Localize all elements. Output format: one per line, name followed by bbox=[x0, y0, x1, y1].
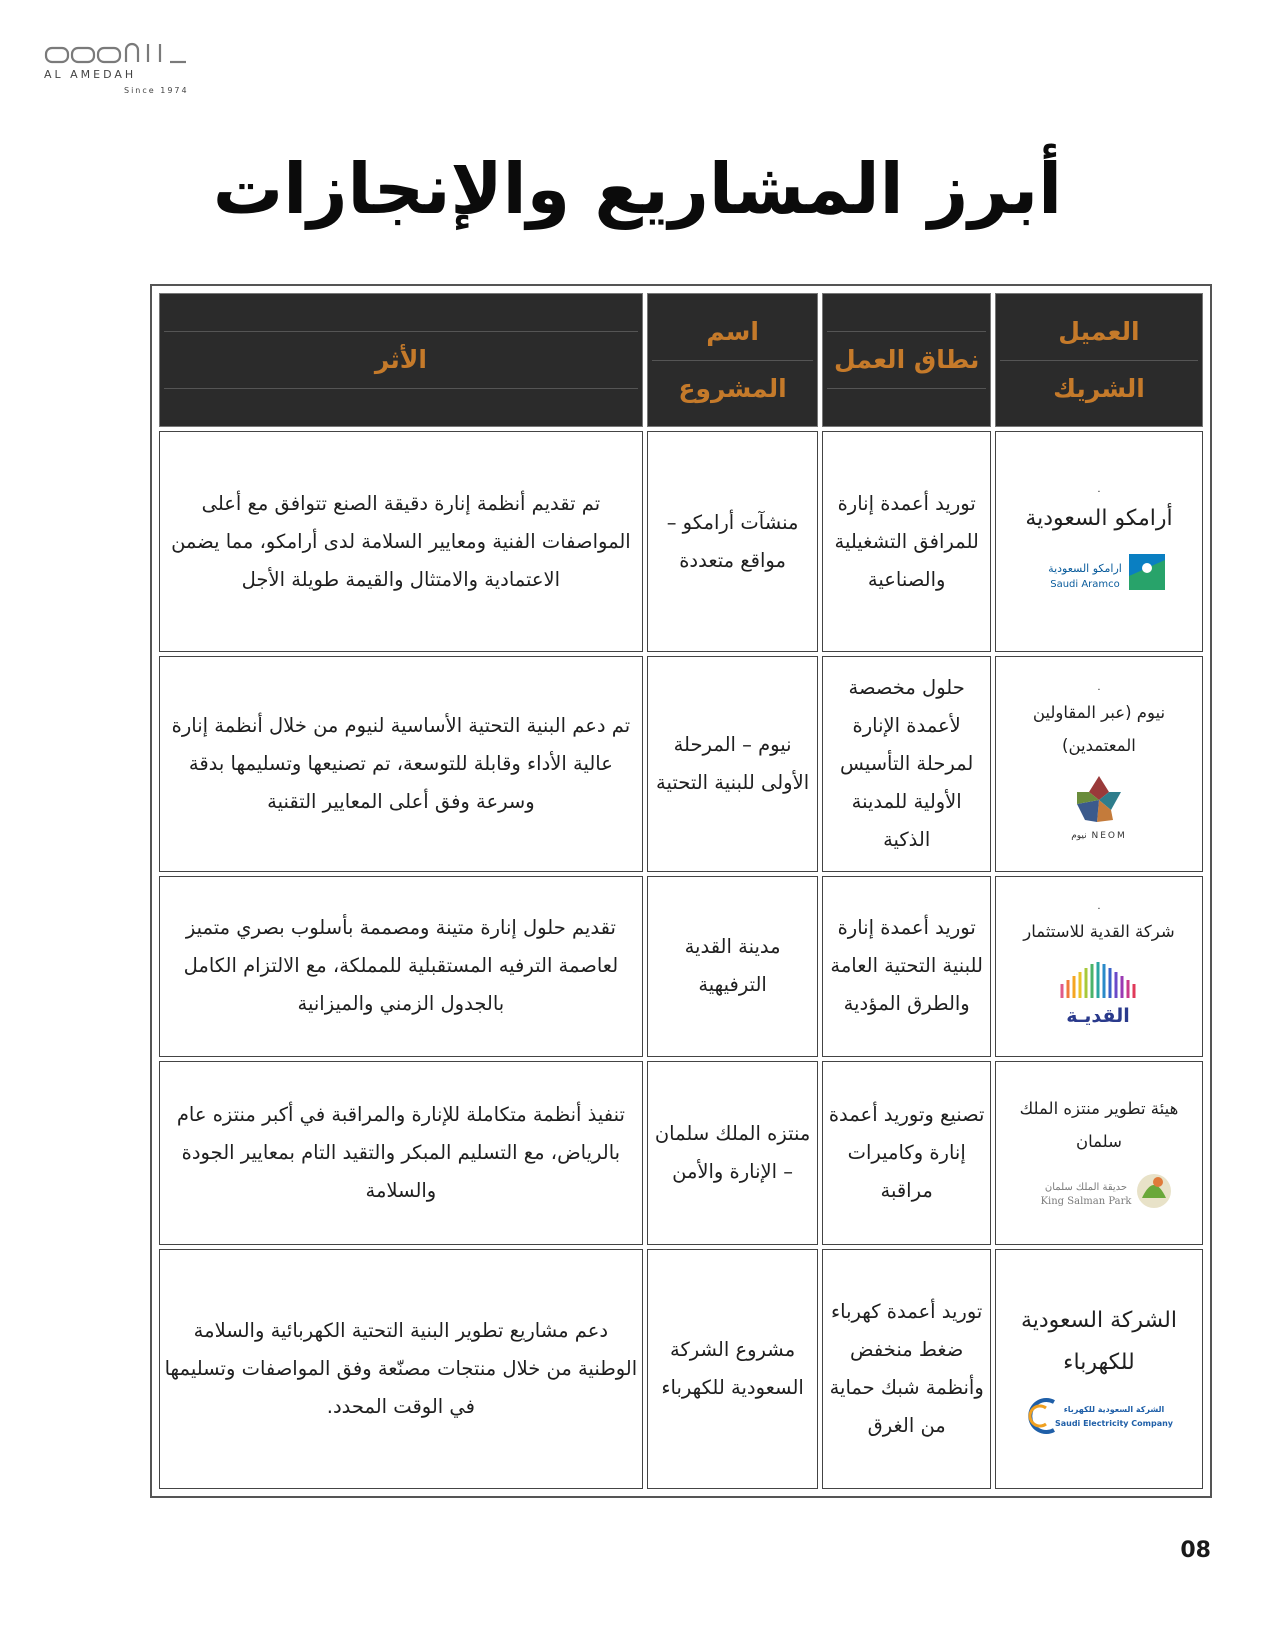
neom-logo bbox=[1049, 772, 1149, 842]
client-cell bbox=[995, 1061, 1203, 1245]
project-cell: مدينة القدية الترفيهية bbox=[647, 876, 819, 1057]
client-name: هيئة تطوير منتزه الملك سلمان bbox=[1019, 1098, 1179, 1151]
table-row bbox=[159, 876, 1203, 1057]
page-number: 08 bbox=[1180, 1538, 1211, 1563]
saudi-aramco-logo bbox=[1029, 550, 1169, 596]
scope-cell: توريد أعمدة إنارة للمرافق التشغيلية والصناعية bbox=[822, 431, 991, 652]
saudi-electricity-logo bbox=[1024, 1394, 1174, 1438]
client-cell: · أرامكو السعودية ارامكو السعودية Saudi Aramco bbox=[995, 431, 1203, 652]
scope-cell: حلول مخصصة لأعمدة الإنارة لمرحلة التأسيس الأولية للمدينة الذكية bbox=[822, 656, 991, 871]
client-name: الشركة السعودية للكهرباء bbox=[1020, 1307, 1177, 1375]
scope-cell: تصنيع وتوريد أعمدة إنارة وكاميرات مراقبة bbox=[822, 1061, 991, 1245]
header-impact: الأثر bbox=[159, 293, 643, 427]
client-cell: · نيوم (عبر المقاولين المعتمدين) NEOM نيوم bbox=[995, 656, 1203, 871]
table-row bbox=[159, 1061, 1203, 1245]
project-cell: منتزه الملك سلمان – الإنارة والأمن bbox=[647, 1061, 819, 1245]
svg-text:King Salman Park: King Salman Park bbox=[1040, 1195, 1132, 1207]
project-cell: نيوم – المرحلة الأولى للبنية التحتية bbox=[647, 656, 819, 871]
page-title: أبرز المشاريع والإنجازات bbox=[212, 148, 1063, 230]
projects-table bbox=[150, 284, 1212, 1498]
svg-text:الشركة السعودية للكهرباء: الشركة السعودية للكهرباء bbox=[1063, 1404, 1165, 1414]
qiddiya-logo bbox=[1054, 958, 1144, 1028]
svg-text:Saudi Electricity Company: Saudi Electricity Company bbox=[1054, 1418, 1173, 1428]
client-cell bbox=[995, 1249, 1203, 1490]
impact-cell: تم تقديم أنظمة إنارة دقيقة الصنع تتوافق مع أعلى المواصفات الفنية ومعايير السلامة لدى أرامكو، مما يضمن الاعتمادية والامتثال والقيمة طويلة الأجل bbox=[159, 431, 643, 652]
brand-since: Since 1974 bbox=[124, 86, 189, 95]
svg-text:القديـة: القديـة bbox=[1066, 1004, 1130, 1027]
table-row bbox=[159, 1249, 1203, 1490]
table-row bbox=[159, 431, 1203, 652]
scope-cell: توريد أعمدة إنارة للبنية التحتية العامة والطرق المؤدية bbox=[822, 876, 991, 1057]
svg-text:حديقة الملك سلمان: حديقة الملك سلمان bbox=[1044, 1181, 1128, 1193]
header-client: العميل الشريك bbox=[995, 293, 1203, 427]
header-scope: نطاق العمل bbox=[822, 293, 991, 427]
table-row bbox=[159, 656, 1203, 871]
client-name: شركة القدية للاستثمار bbox=[1023, 921, 1175, 941]
svg-text:NEOM نيوم: NEOM نيوم bbox=[1071, 831, 1127, 842]
header-project: اسم المشروع bbox=[647, 293, 819, 427]
impact-cell: دعم مشاريع تطوير البنية التحتية الكهربائية والسلامة الوطنية من خلال منتجات مصنّعة وفق المواصفات وتسليمها في الوقت المحدد. bbox=[159, 1249, 643, 1490]
svg-text:ارامكو السعودية: ارامكو السعودية bbox=[1048, 561, 1122, 575]
client-name: أرامكو السعودية bbox=[1025, 505, 1173, 531]
king-salman-park-logo bbox=[1024, 1168, 1174, 1214]
scope-cell: توريد أعمدة كهرباء ضغط منخفض وأنظمة شبك حماية من الغرق bbox=[822, 1249, 991, 1490]
impact-cell: تقديم حلول إنارة متينة ومصممة بأسلوب بصري متميز لعاصمة الترفيه المستقبلية للمملكة، مع الالتزام الكامل بالجدول الزمني والميزانية bbox=[159, 876, 643, 1057]
project-cell: منشآت أرامكو – مواقع متعددة bbox=[647, 431, 819, 652]
impact-cell: تم دعم البنية التحتية الأساسية لنيوم من خلال أنظمة إنارة عالية الأداء وقابلة للتوسعة، تم تصنيعها وتسليمها بدقة وسرعة وفق أعلى المعايير التقنية bbox=[159, 656, 643, 871]
brand-name: AL AMEDAH bbox=[44, 68, 137, 81]
impact-cell: تنفيذ أنظمة متكاملة للإنارة والمراقبة في أكبر منتزه عام بالرياض، مع التسليم المبكر والتقيد التام بمعايير الجودة والسلامة bbox=[159, 1061, 643, 1245]
client-cell: · شركة القدية للاستثمار القديـة bbox=[995, 876, 1203, 1057]
svg-text:Saudi Aramco: Saudi Aramco bbox=[1050, 578, 1120, 590]
client-name: نيوم (عبر المقاولين المعتمدين) bbox=[1032, 703, 1166, 756]
project-cell: مشروع الشركة السعودية للكهرباء bbox=[647, 1249, 819, 1490]
